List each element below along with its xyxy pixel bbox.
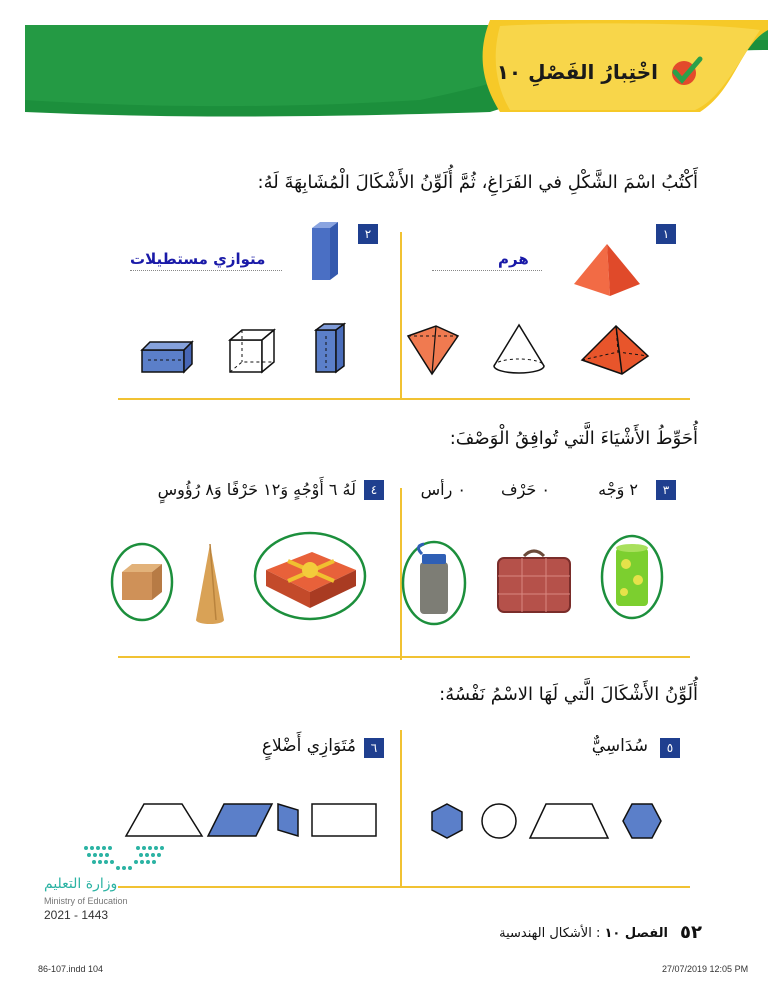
cone-shape[interactable]	[490, 322, 548, 376]
page-number: ٥٢	[680, 922, 702, 943]
cube-shape[interactable]	[228, 328, 276, 374]
answer-text-1: هرم	[498, 250, 529, 268]
prism-shape-flat-colored[interactable]	[140, 340, 194, 374]
trapezoid-shape-2[interactable]	[124, 802, 204, 838]
rectangle-shape[interactable]	[310, 802, 378, 838]
instruction-1: أَكْتُبُ اسْمَ الشَّكْلِ في الفَرَاغِ، ثُمَّ أُلَوِّنُ الأَشْكَالَ الْمُشَابِهَةَ لَهُ:	[257, 172, 698, 193]
question-number-5: ٥	[660, 738, 680, 758]
question-number-1: ١	[656, 224, 676, 244]
bottle-object-circled[interactable]	[400, 540, 468, 626]
sample-prism-icon	[310, 220, 340, 282]
cone-object[interactable]	[190, 540, 230, 624]
circle-shape[interactable]	[480, 802, 518, 840]
trapezoid-shape[interactable]	[528, 802, 610, 840]
q3-desc-vertices: ٠ رأس	[420, 480, 466, 499]
ministry-name-ar: وزارة التعليم	[44, 876, 118, 892]
sample-pyramid-icon	[572, 242, 642, 298]
q5-label: سُدَاسِيٌّ	[591, 736, 648, 756]
pyramid-shape-colored[interactable]	[578, 324, 652, 376]
prism-shape-tall-colored[interactable]	[314, 322, 346, 374]
q4-desc: لَهُ ٦ أَوْجُهٍ وَ١٢ حَرْفًا وَ٨ رُؤُوسٍ	[157, 480, 356, 499]
can-object-circled[interactable]	[600, 534, 664, 620]
gift-box-object-circled[interactable]	[252, 530, 368, 622]
pyramid-shape-colored-2[interactable]	[406, 322, 460, 376]
horizontal-divider-1	[118, 398, 690, 400]
wood-block-object-circled[interactable]	[110, 542, 174, 622]
chapter-footer	[499, 926, 668, 941]
print-date: 27/07/2019 12:05 PM	[662, 964, 749, 974]
hexagon-shape-colored[interactable]	[622, 802, 662, 840]
lunchbox-object[interactable]	[494, 546, 574, 616]
horizontal-divider-2	[118, 656, 690, 658]
question-number-2: ٢	[358, 224, 378, 244]
checkmark-icon	[668, 54, 704, 88]
ministry-logo-icon	[80, 842, 170, 872]
q6-label: مُتَوَازِي أَضْلاعٍ	[261, 736, 356, 756]
question-number-3: ٣	[656, 480, 676, 500]
question-number-6: ٦	[364, 738, 384, 758]
instruction-2: أُحَوِّطُ الأَشْيَاءَ الَّتي تُوافِقُ الْوَصْفَ:	[449, 428, 698, 449]
file-info: 86-107.indd 104	[38, 964, 104, 974]
chapter-title: : الأشكال الهندسية	[499, 926, 601, 941]
quadrilateral-shape-colored[interactable]	[276, 802, 300, 838]
parallelogram-shape-colored[interactable]	[206, 802, 274, 838]
instruction-3: أُلَوِّنُ الأَشْكَالَ الَّتي لَهَا الاسْمُ نَفْسُهُ:	[439, 684, 698, 705]
horizontal-divider-3	[118, 886, 690, 888]
q3-desc-faces: ٢ وَجْه	[598, 480, 638, 499]
q3-desc-edges: ٠ حَرْف	[501, 480, 550, 499]
ministry-years: 2021 - 1443	[44, 908, 109, 922]
vertical-divider-1	[400, 232, 402, 400]
hexagon-shape-colored-2[interactable]	[430, 802, 464, 840]
chapter-label: الفصل ١٠	[604, 926, 668, 941]
question-number-4: ٤	[364, 480, 384, 500]
page-title: اخْتِبارُ الفَصْلِ ١٠	[496, 60, 658, 84]
vertical-divider-3	[400, 730, 402, 888]
answer-text-2: متوازي مستطيلات	[130, 250, 266, 268]
ministry-name-en: Ministry of Education	[44, 896, 128, 906]
